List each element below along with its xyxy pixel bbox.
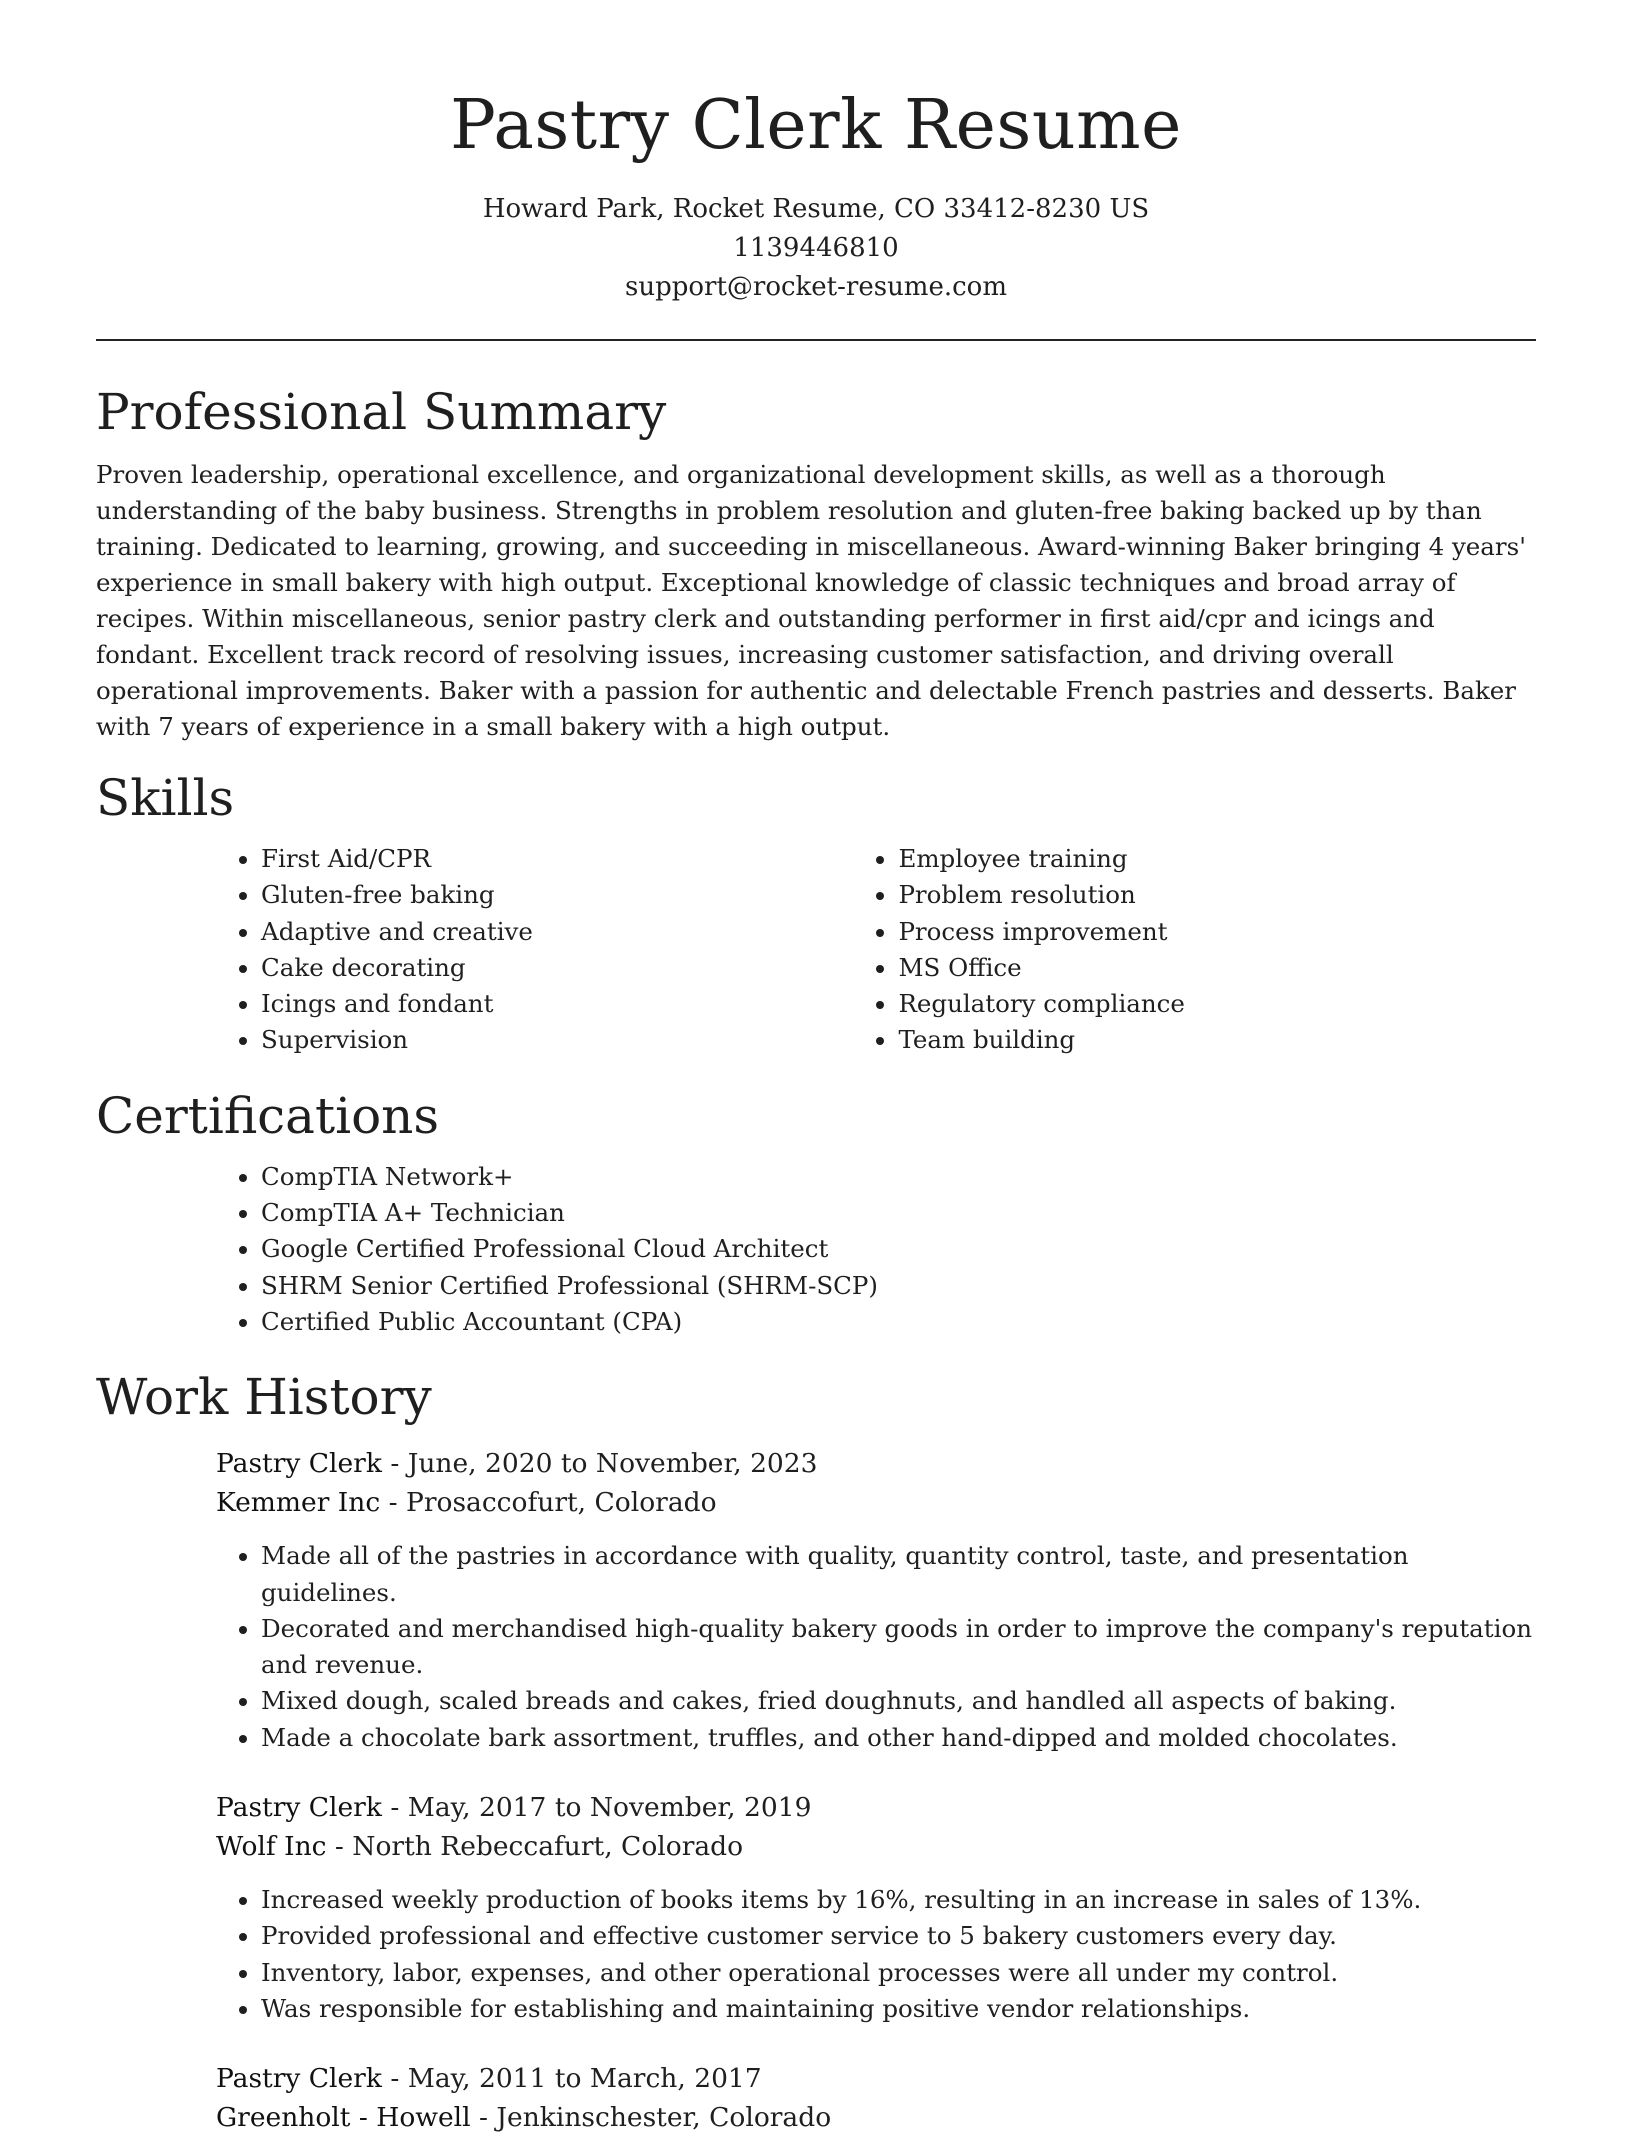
resume-page [96, 0, 1536, 2137]
summary-section [96, 381, 1536, 745]
job-bullet: • Inventory, labor, expenses, and other operational processes were all under my control. [261, 1955, 1536, 1991]
certification-item: • CompTIA Network+ [261, 1159, 1536, 1195]
email: support@rocket-resume.com [624, 272, 1007, 302]
phone: 1139446810 [733, 233, 899, 263]
skill-item: • Icings and fondant [261, 986, 853, 1022]
job-role: Pastry Clerk [216, 1792, 382, 1824]
job-location: - Jenkinschester, Colorado [470, 2102, 832, 2134]
skill-item: • Supervision [261, 1022, 853, 1058]
job-company-line [216, 1483, 1536, 1522]
resume-header [96, 0, 1536, 307]
job-role: Pastry Clerk [216, 2063, 382, 2095]
skill-item: • Problem resolution [898, 877, 1536, 913]
job-company: Greenholt - Howell [216, 2102, 471, 2134]
job-bullet: • Made all of the pastries in accordance with quality, quantity control, taste, and presentation guidelines. [261, 1538, 1536, 1611]
work-history-heading: Work History [96, 1368, 432, 1427]
skill-item: • Cake decorating [261, 950, 853, 986]
address: Howard Park, Rocket Resume, CO 33412-8230 US [482, 194, 1150, 224]
job-bullet: • Made a chocolate bark assortment, truffles, and other hand-dipped and molded chocolates. [261, 1720, 1536, 1756]
job-entry [216, 1444, 1536, 1522]
job-dates: - May, 2011 to March, 2017 [381, 2063, 762, 2095]
job-dates: - June, 2020 to November, 2023 [381, 1448, 818, 1480]
skill-item: • Employee training [898, 841, 1536, 877]
job-bullet: • Mixed dough, scaled breads and cakes, fried doughnuts, and handled all aspects of baking. [261, 1683, 1536, 1719]
skill-item: • Gluten-free baking [261, 877, 853, 913]
job-location: - North Rebeccafurt, Colorado [326, 1831, 744, 1863]
skill-item: • Regulatory compliance [898, 986, 1536, 1022]
job-bullets [216, 1538, 1536, 1756]
job-bullet: • Provided professional and effective customer service to 5 bakery customers every day. [261, 1918, 1536, 1954]
job-bullet: • Increased weekly production of books items by 16%, resulting in an increase in sales of 13%. [261, 1882, 1536, 1918]
skills-list-right [853, 841, 1536, 1059]
certification-item: • Certified Public Accountant (CPA) [261, 1304, 1536, 1340]
job-bullet: • Was responsible for establishing and maintaining positive vendor relationships. [261, 1991, 1536, 2027]
certification-item: • SHRM Senior Certified Professional (SHRM-SCP) [261, 1268, 1536, 1304]
job-company-line [216, 1827, 1536, 1866]
skill-item: • Team building [898, 1022, 1536, 1058]
work-history-section [96, 1366, 1536, 2137]
skills-columns [96, 841, 1536, 1059]
job-dates: - May, 2017 to November, 2019 [381, 1792, 812, 1824]
certification-item: • CompTIA A+ Technician [261, 1195, 1536, 1231]
job-bullets [216, 1882, 1536, 2027]
job-title-line [216, 1444, 1536, 1483]
resume-title: Pastry Clerk Resume [450, 86, 1182, 165]
job-company: Kemmer Inc [216, 1487, 381, 1519]
skills-list-left [96, 841, 853, 1059]
skills-section [96, 767, 1536, 1059]
job-company-line [216, 2098, 1536, 2137]
job-title-line [216, 2059, 1536, 2098]
certifications-heading: Certifications [96, 1086, 440, 1145]
skill-item: • MS Office [898, 950, 1536, 986]
job-company: Wolf Inc [216, 1831, 327, 1863]
certifications-section [96, 1085, 1536, 1340]
summary-text: Proven leadership, operational excellence, and organizational development skills, as well as a thorough understanding of the baby business. Strengths in problem resolution and gluten-free baking backed up by than training. Dedicated to learning, growing, and succeeding in miscellaneous. Award-winning Baker bringing 4 years' experience in small bakery with high output. Exceptional knowledge of classic techniques and broad array of recipes. Within miscellaneous, senior pastry clerk and outstanding performer in first aid/cpr and icings and fondant. Excellent track record of resolving issues, increasing customer satisfaction, and driving overall operational improvements. Baker with a passion for authentic and delectable French pastries and desserts. Baker with 7 years of experience in a small bakery with a high output. [96, 460, 1526, 741]
certification-item: • Google Certified Professional Cloud Architect [261, 1231, 1536, 1267]
job-location: - Prosaccofurt, Colorado [380, 1487, 717, 1519]
header-divider [96, 339, 1536, 341]
summary-heading: Professional Summary [96, 383, 667, 441]
job-role: Pastry Clerk [216, 1448, 382, 1480]
skills-heading: Skills [96, 769, 235, 827]
skill-item: • First Aid/CPR [261, 841, 853, 877]
job-entry [216, 1788, 1536, 1866]
job-bullet: • Decorated and merchandised high-quality bakery goods in order to improve the company's reputation and revenue. [261, 1611, 1536, 1684]
contact-info [96, 190, 1536, 307]
skill-item: • Adaptive and creative [261, 914, 853, 950]
job-entry [216, 2059, 1536, 2137]
skill-item: • Process improvement [898, 914, 1536, 950]
job-title-line [216, 1788, 1536, 1827]
certifications-list [216, 1159, 1536, 1340]
